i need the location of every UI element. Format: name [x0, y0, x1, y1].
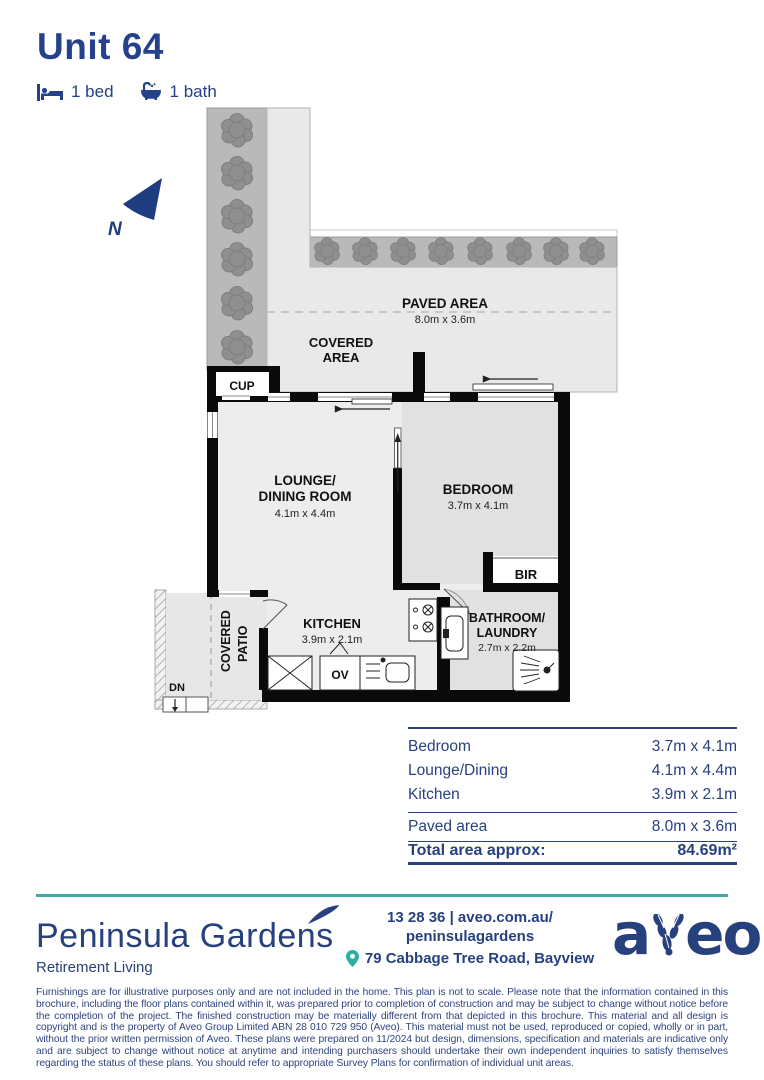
bed-label: 1 bed: [71, 82, 114, 101]
row-value: 8.0m x 3.6m: [651, 818, 737, 835]
row-value: 4.1m x 4.4m: [651, 762, 737, 779]
dn-label: DN: [169, 682, 185, 694]
dimensions-table: [408, 727, 737, 865]
bed-icon: [37, 84, 63, 101]
aveo-logo: [612, 900, 761, 968]
disclaimer-text: Furnishings are for illustrative purposes only and are not included in the home. This plan is not to scale. Please note that the information contained in this brochure, including the floor plans contained within it, was prepared prior to completion of construction and may be subject to change without notice before the completion of the project. The finished construction may be materially different from that depicted in this brochure. This material and all design is copyright and is the property of Aveo Group Limited ABN 28 010 729 950 (Aveo). This material must not be used, reproduced or copied, wholly or in part, without the prior written permission of Aveo. These plans were prepared on 11/2024 but design, dimensions, specification and materials are indicative only and are subject to change without notice at anytime and intending purchasers should undertake their own independent inquiries to satisfy themselves regarding the status of these plans. You should refer to appropriate Survey Plans for confirmation of individual unit areas.: [36, 987, 728, 1069]
covered-area-label-1: COVERED: [308, 335, 374, 350]
row-label: Kitchen: [408, 786, 460, 803]
contact-block: [340, 908, 600, 968]
footer-divider: [36, 894, 728, 897]
patio-step: [163, 697, 208, 712]
paved-area-label: PAVED AREA: [401, 296, 489, 311]
total-label: Total area approx:: [408, 842, 546, 859]
row-label: Bedroom: [408, 738, 471, 755]
paved-area-dims: 8.0m x 3.6m: [414, 314, 476, 326]
north-arrow-icon: [108, 178, 162, 240]
web-line2[interactable]: peninsulagardens: [405, 928, 535, 945]
address-text[interactable]: 79 Cabbage Tree Road, Bayview: [364, 950, 595, 967]
lounge-dims: 4.1m x 4.4m: [274, 508, 336, 520]
aveo-leafy-v-icon: [652, 914, 684, 956]
kitchen-dims: 3.9m x 2.1m: [301, 634, 363, 646]
table-row-total: [408, 841, 737, 865]
total-value: 84.69m²: [677, 842, 737, 859]
address-row: [340, 949, 600, 968]
table-row-paved: [408, 812, 737, 836]
bath-icon: [140, 82, 162, 102]
bathroom-dims: 2.7m x 2.2m: [478, 642, 536, 654]
floor-plan: [95, 100, 630, 718]
bathroom-label-2: LAUNDRY: [476, 626, 538, 640]
cooktop-icon: [409, 599, 437, 641]
page-title: Unit 64: [37, 26, 164, 67]
north-label: N: [108, 219, 122, 240]
aveo-logo-eo: eo: [685, 900, 761, 968]
row-value: 3.9m x 2.1m: [651, 786, 737, 803]
spec-row: [37, 82, 217, 102]
brand-name: [36, 917, 334, 956]
bedroom-label: BEDROOM: [442, 482, 514, 497]
row-label: Lounge/Dining: [408, 762, 508, 779]
garden-edge-strip: [310, 230, 617, 237]
brand-name-text: Peninsula Gardens: [36, 917, 334, 955]
table-row: [408, 759, 737, 783]
bir-label: BIR: [514, 567, 538, 582]
kitchen-label: KITCHEN: [303, 616, 361, 631]
lounge-label-2: DINING ROOM: [258, 489, 352, 504]
shower-icon: [513, 650, 559, 691]
cup-label: CUP: [229, 379, 255, 393]
bath-label: 1 bath: [169, 82, 217, 101]
lounge-label-1: LOUNGE/: [274, 473, 336, 488]
covered-area-label-2: AREA: [322, 350, 360, 365]
kitchen-sink-icon: [360, 656, 415, 690]
patio-label-1: COVERED: [219, 610, 233, 672]
table-row: [408, 735, 737, 759]
oven-label: OV: [331, 668, 349, 682]
row-value: 3.7m x 4.1m: [651, 738, 737, 755]
bathroom-label-1: BATHROOM/: [468, 611, 546, 625]
phone-web[interactable]: 13 28 36 | aveo.com.au/: [387, 909, 553, 926]
row-label: Paved area: [408, 818, 488, 835]
table-row: [408, 783, 737, 807]
pantry-icon: [268, 656, 312, 690]
location-pin-icon: [346, 950, 359, 967]
laundry-tub-icon: [441, 607, 468, 659]
brand-tagline: Retirement Living: [36, 959, 153, 976]
aveo-logo-a: a: [612, 900, 650, 968]
leaf-icon: [306, 905, 340, 925]
bir-robe: [493, 556, 558, 583]
bath-spec: [140, 82, 217, 102]
brand-block: [36, 917, 334, 976]
bedroom-dims: 3.7m x 4.1m: [447, 500, 509, 512]
patio-hatch-left: [155, 590, 166, 709]
bed-spec: [37, 82, 114, 102]
patio-label-2: PATIO: [236, 625, 250, 662]
